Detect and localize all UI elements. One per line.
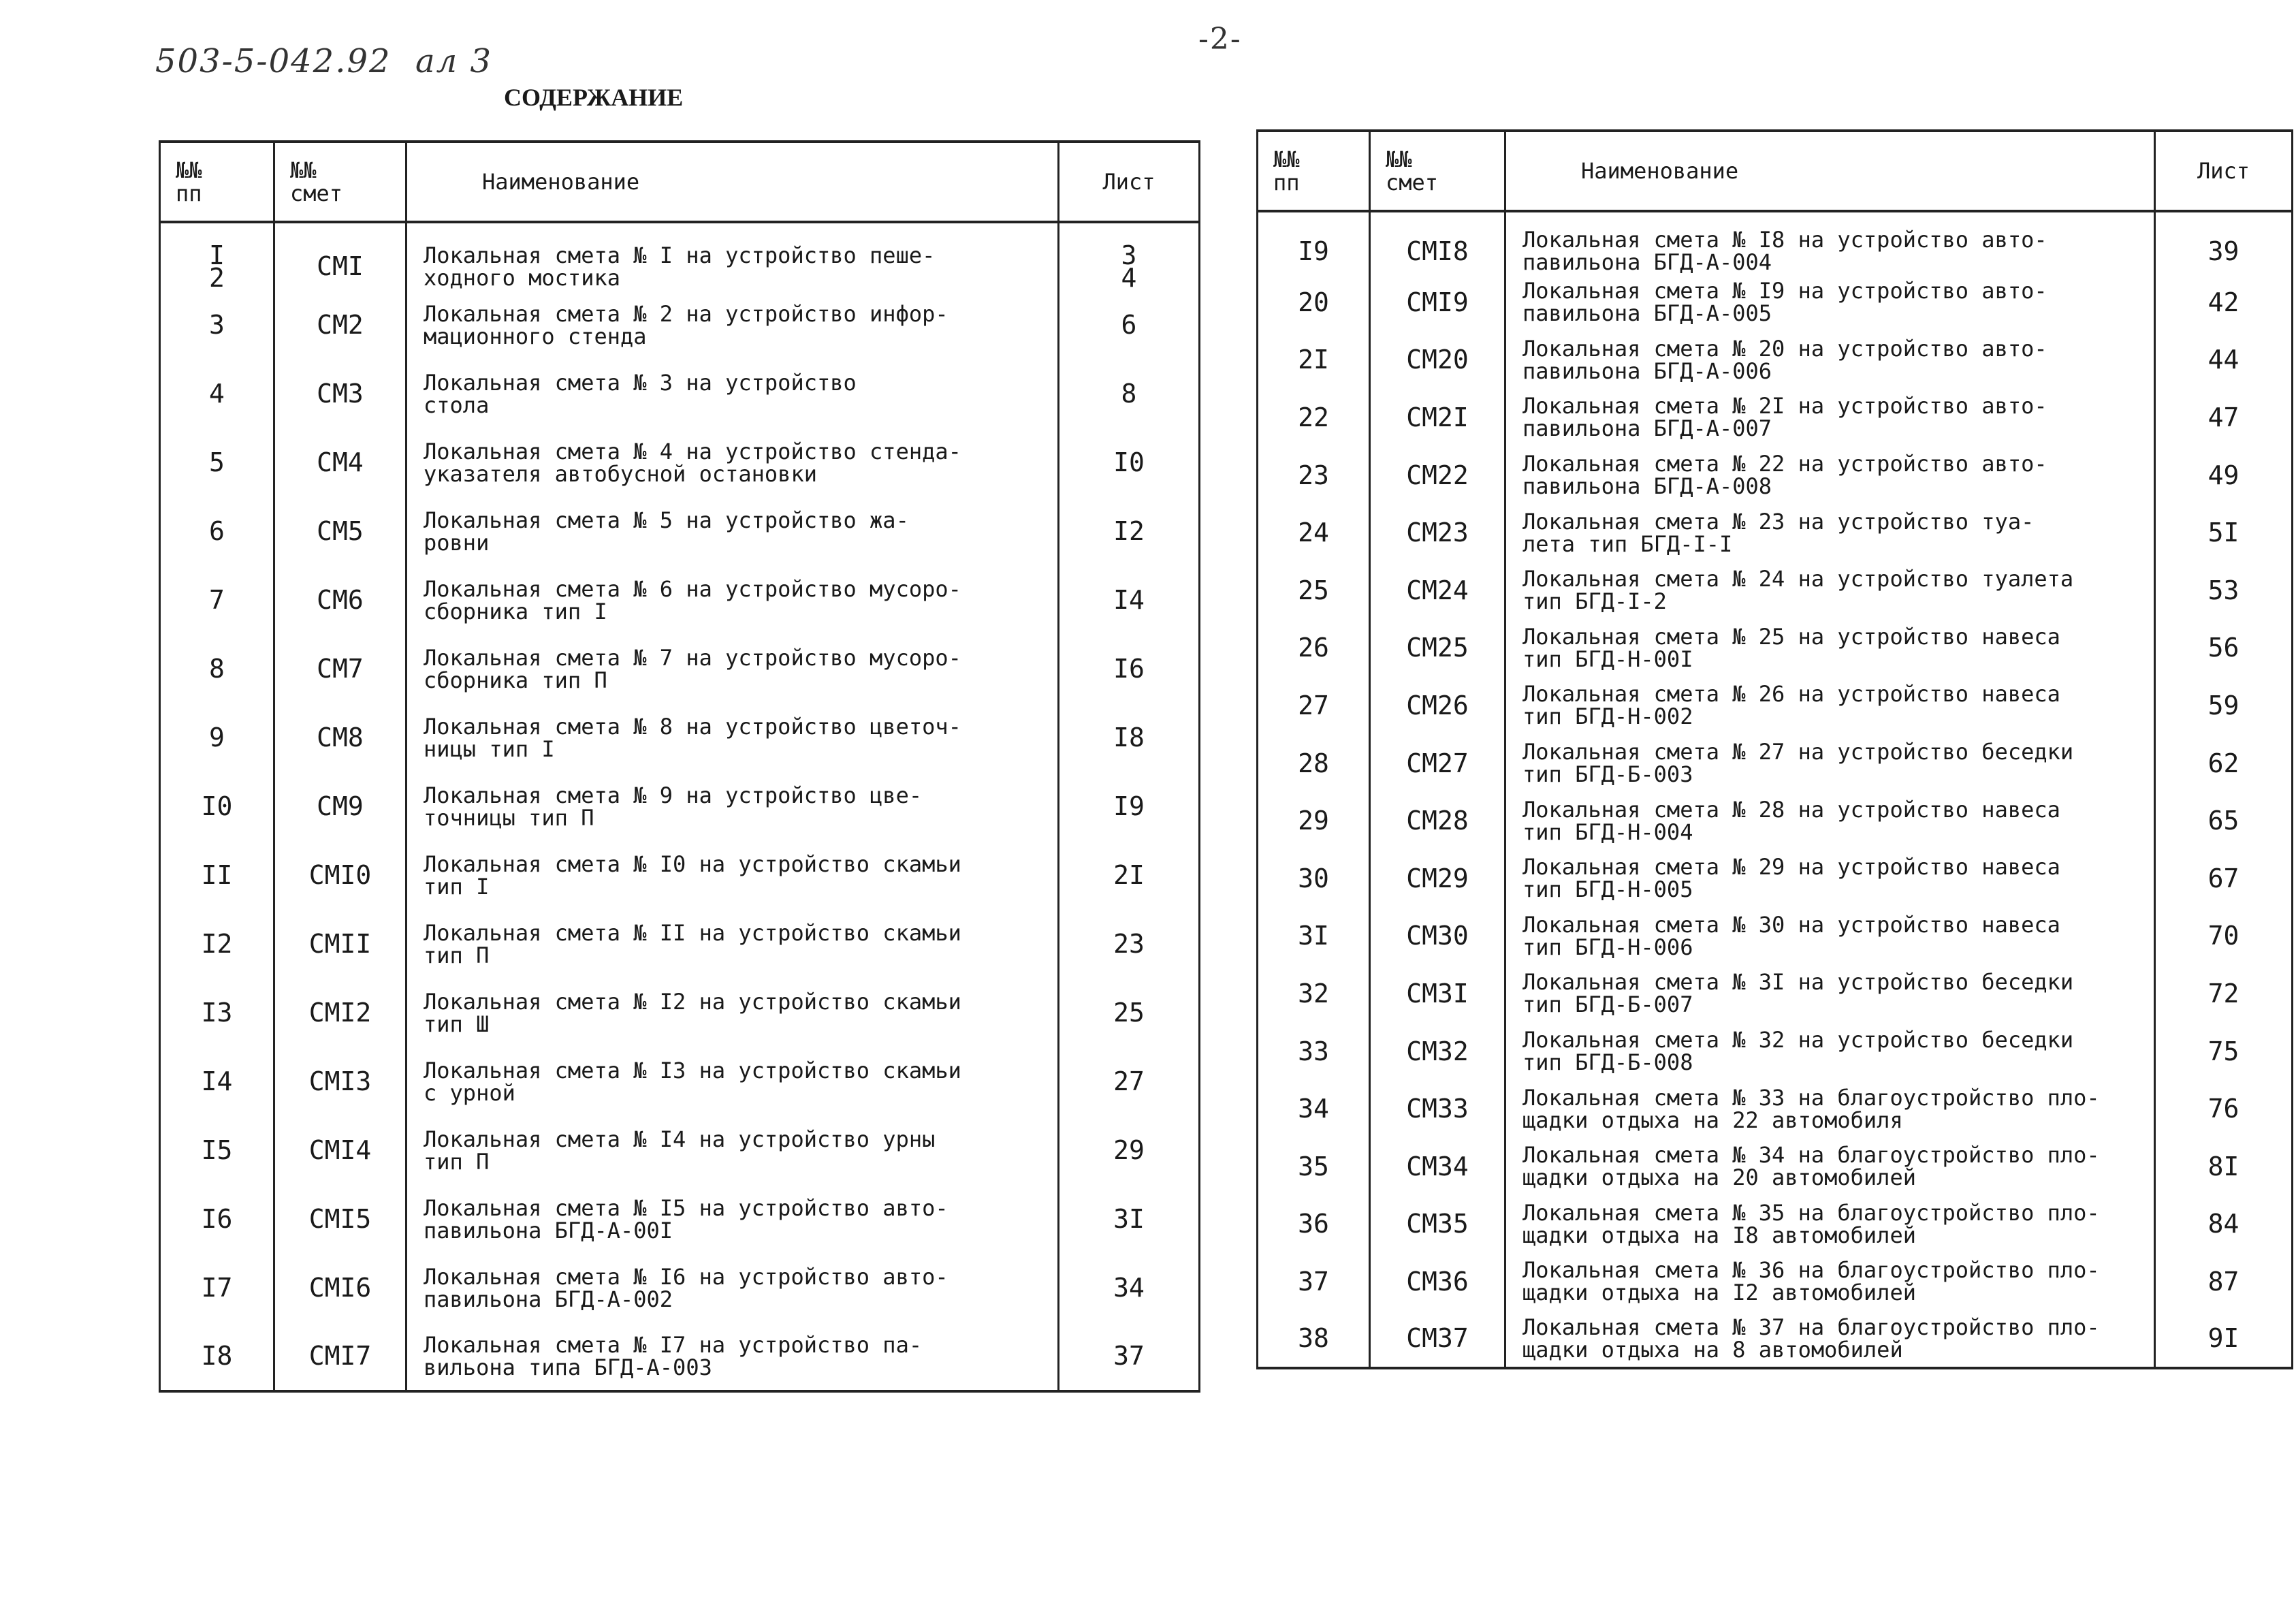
table-row xyxy=(1258,274,2293,332)
item-name: Локальная смета № 27 на устройство беседки тип БГД-Б-003 xyxy=(1505,735,2155,793)
row-number: I 2 xyxy=(160,222,274,291)
item-name: Локальная смета № 30 на устройство навеса тип БГД-Н-006 xyxy=(1505,908,2155,966)
sheet-number: 37 xyxy=(1059,1322,1200,1391)
row-number: 32 xyxy=(1258,965,1370,1023)
sheet-number: 70 xyxy=(2155,908,2293,966)
table-row xyxy=(160,635,1200,703)
item-name: Локальная смета № I2 на устройство скамьи тип Ш xyxy=(406,979,1059,1047)
item-name: Локальная смета № 5 на устройство жа- ровни xyxy=(406,497,1059,566)
sheet-number: 47 xyxy=(2155,389,2293,447)
estimate-code: СМ3 xyxy=(274,360,406,428)
item-name: Локальная смета № 22 на устройство авто- павильона БГД-А-008 xyxy=(1505,447,2155,505)
row-number: I3 xyxy=(160,979,274,1047)
estimate-code: СМ23 xyxy=(1370,504,1505,562)
sheet-number: 84 xyxy=(2155,1196,2293,1254)
column-header-estimate: №№ смет xyxy=(1370,131,1505,211)
estimate-code: СМ2I xyxy=(1370,389,1505,447)
row-number: 22 xyxy=(1258,389,1370,447)
sheet-number: 2I xyxy=(1059,841,1200,910)
sheet-number: 62 xyxy=(2155,735,2293,793)
estimate-code: СМ29 xyxy=(1370,850,1505,908)
sheet-number: I6 xyxy=(1059,635,1200,703)
row-number: 26 xyxy=(1258,620,1370,678)
column-header-estimate: №№ смет xyxy=(274,142,406,222)
item-name: Локальная смета № 6 на устройство мусоро- сборника тип I xyxy=(406,566,1059,635)
column-header-name: Наименование xyxy=(1505,131,2155,211)
column-header-sheet: Лист xyxy=(2155,131,2293,211)
table-row xyxy=(160,291,1200,360)
table-header xyxy=(160,142,1200,222)
row-number: 2I xyxy=(1258,332,1370,390)
item-name: Локальная смета № 2I на устройство авто- павильона БГД-А-007 xyxy=(1505,389,2155,447)
table-row xyxy=(160,910,1200,979)
table-row xyxy=(1258,562,2293,620)
estimate-code: СМI4 xyxy=(274,1116,406,1185)
estimate-code: СМ37 xyxy=(1370,1311,1505,1369)
estimate-code: СМ27 xyxy=(1370,735,1505,793)
row-number: 30 xyxy=(1258,850,1370,908)
table-row xyxy=(1258,332,2293,390)
sheet-number: 76 xyxy=(2155,1080,2293,1138)
estimate-code: СМI3 xyxy=(274,1047,406,1116)
table-row xyxy=(160,566,1200,635)
row-number: I2 xyxy=(160,910,274,979)
row-number: 34 xyxy=(1258,1080,1370,1138)
item-name: Локальная смета № 35 на благоустройство пло- щадки отдыха на I8 автомобилей xyxy=(1505,1196,2155,1254)
page-number: -2- xyxy=(1198,22,1242,57)
sheet-number: 44 xyxy=(2155,332,2293,390)
estimate-code: СМ33 xyxy=(1370,1080,1505,1138)
row-number: 37 xyxy=(1258,1253,1370,1311)
row-number: 35 xyxy=(1258,1138,1370,1196)
estimate-code: СМ5 xyxy=(274,497,406,566)
item-name: Локальная смета № 2 на устройство инфор- мационного стенда xyxy=(406,291,1059,360)
contents-table-right xyxy=(1256,129,2293,1369)
table-row xyxy=(1258,965,2293,1023)
table-row xyxy=(1258,1138,2293,1196)
table-row xyxy=(160,1322,1200,1391)
estimate-code: СМ32 xyxy=(1370,1023,1505,1081)
sheet-number: 27 xyxy=(1059,1047,1200,1116)
row-number: 20 xyxy=(1258,274,1370,332)
table-row xyxy=(1258,447,2293,505)
table-row xyxy=(160,772,1200,841)
item-name: Локальная смета № 7 на устройство мусоро- сборника тип П xyxy=(406,635,1059,703)
item-name: Локальная смета № II на устройство скамьи тип П xyxy=(406,910,1059,979)
item-name: Локальная смета № 28 на устройство навеса тип БГД-Н-004 xyxy=(1505,792,2155,850)
item-name: Локальная смета № 32 на устройство беседки тип БГД-Б-008 xyxy=(1505,1023,2155,1081)
table-row xyxy=(1258,908,2293,966)
row-number: 25 xyxy=(1258,562,1370,620)
item-name: Локальная смета № I8 на устройство авто- павильона БГД-А-004 xyxy=(1505,211,2155,274)
row-number: I7 xyxy=(160,1254,274,1322)
table-row xyxy=(1258,792,2293,850)
item-name: Локальная смета № I6 на устройство авто- павильона БГД-А-002 xyxy=(406,1254,1059,1322)
sheet-number: 6 xyxy=(1059,291,1200,360)
table-row xyxy=(160,1254,1200,1322)
sheet-number: 72 xyxy=(2155,965,2293,1023)
estimate-code: СМ30 xyxy=(1370,908,1505,966)
row-number: 8 xyxy=(160,635,274,703)
sheet-note: ал 3 xyxy=(415,42,492,80)
sheet-number: 3I xyxy=(1059,1185,1200,1254)
row-number: 7 xyxy=(160,566,274,635)
estimate-code: СМ34 xyxy=(1370,1138,1505,1196)
table-row xyxy=(160,222,1200,291)
table-row xyxy=(1258,850,2293,908)
table-row xyxy=(160,1185,1200,1254)
estimate-code: СМI5 xyxy=(274,1185,406,1254)
item-name: Локальная смета № 34 на благоустройство пло- щадки отдыха на 20 автомобилей xyxy=(1505,1138,2155,1196)
row-number: 33 xyxy=(1258,1023,1370,1081)
table-row xyxy=(160,703,1200,772)
row-number: 29 xyxy=(1258,792,1370,850)
item-name: Локальная смета № 33 на благоустройство пло- щадки отдыха на 22 автомобиля xyxy=(1505,1080,2155,1138)
item-name: Локальная смета № 9 на устройство цве- точницы тип П xyxy=(406,772,1059,841)
sheet-number: 42 xyxy=(2155,274,2293,332)
estimate-code: СМI7 xyxy=(274,1322,406,1391)
estimate-code: СМ3I xyxy=(1370,965,1505,1023)
item-name: Локальная смета № 8 на устройство цветоч- ницы тип I xyxy=(406,703,1059,772)
item-name: Локальная смета № I9 на устройство авто- павильона БГД-А-005 xyxy=(1505,274,2155,332)
sheet-number: 34 xyxy=(1059,1254,1200,1322)
table-row xyxy=(160,428,1200,497)
row-number: 38 xyxy=(1258,1311,1370,1369)
column-header-sheet: Лист xyxy=(1059,142,1200,222)
table-row xyxy=(160,979,1200,1047)
row-number: II xyxy=(160,841,274,910)
estimate-code: СМI8 xyxy=(1370,211,1505,274)
row-number: 27 xyxy=(1258,677,1370,735)
sheet-number: 5I xyxy=(2155,504,2293,562)
estimate-code: СМ26 xyxy=(1370,677,1505,735)
sheet-number: I8 xyxy=(1059,703,1200,772)
estimate-code: СМ8 xyxy=(274,703,406,772)
sheet-number: 9I xyxy=(2155,1311,2293,1369)
row-number: 3I xyxy=(1258,908,1370,966)
estimate-code: СМ9 xyxy=(274,772,406,841)
item-name: Локальная смета № 36 на благоустройство пло- щадки отдыха на I2 автомобилей xyxy=(1505,1253,2155,1311)
sheet-number: 29 xyxy=(1059,1116,1200,1185)
estimate-code: СМ22 xyxy=(1370,447,1505,505)
item-name: Локальная смета № 24 на устройство туалета тип БГД-I-2 xyxy=(1505,562,2155,620)
item-name: Локальная смета № 37 на благоустройство пло- щадки отдыха на 8 автомобилей xyxy=(1505,1311,2155,1369)
item-name: Локальная смета № I на устройство пеше- ходного мостика xyxy=(406,222,1059,291)
item-name: Локальная смета № 3I на устройство беседки тип БГД-Б-007 xyxy=(1505,965,2155,1023)
sheet-number: 39 xyxy=(2155,211,2293,274)
table-row xyxy=(1258,1080,2293,1138)
item-name: Локальная смета № I3 на устройство скамьи с урной xyxy=(406,1047,1059,1116)
row-number: 5 xyxy=(160,428,274,497)
sheet-number: 53 xyxy=(2155,562,2293,620)
item-name: Локальная смета № 20 на устройство авто- павильона БГД-А-006 xyxy=(1505,332,2155,390)
estimate-code: СМ20 xyxy=(1370,332,1505,390)
table-row xyxy=(1258,1311,2293,1369)
table-row xyxy=(1258,620,2293,678)
column-header-number: №№ пп xyxy=(1258,131,1370,211)
contents-table-left xyxy=(159,140,1200,1393)
item-name: Локальная смета № 3 на устройство стола xyxy=(406,360,1059,428)
item-name: Локальная смета № I5 на устройство авто- павильона БГД-А-00I xyxy=(406,1185,1059,1254)
sheet-number: 65 xyxy=(2155,792,2293,850)
sheet-number: I2 xyxy=(1059,497,1200,566)
sheet-number: 59 xyxy=(2155,677,2293,735)
table-row xyxy=(160,841,1200,910)
row-number: 9 xyxy=(160,703,274,772)
estimate-code: СМ24 xyxy=(1370,562,1505,620)
estimate-code: СМ7 xyxy=(274,635,406,703)
sheet-number: 87 xyxy=(2155,1253,2293,1311)
table-row xyxy=(1258,504,2293,562)
table-row xyxy=(160,1047,1200,1116)
sheet-number: 25 xyxy=(1059,979,1200,1047)
estimate-code: СМI2 xyxy=(274,979,406,1047)
table-row xyxy=(1258,1253,2293,1311)
sheet-number: 75 xyxy=(2155,1023,2293,1081)
row-number: I0 xyxy=(160,772,274,841)
table-row xyxy=(1258,677,2293,735)
item-name: Локальная смета № I0 на устройство скамьи тип I xyxy=(406,841,1059,910)
estimate-code: СМ4 xyxy=(274,428,406,497)
row-number: 23 xyxy=(1258,447,1370,505)
row-number: I4 xyxy=(160,1047,274,1116)
row-number: I8 xyxy=(160,1322,274,1391)
estimate-code: СМ28 xyxy=(1370,792,1505,850)
sheet-number: I0 xyxy=(1059,428,1200,497)
table-header xyxy=(1258,131,2293,211)
row-number: 28 xyxy=(1258,735,1370,793)
table-row xyxy=(160,360,1200,428)
row-number: 24 xyxy=(1258,504,1370,562)
table-row xyxy=(160,497,1200,566)
sheet-number: 56 xyxy=(2155,620,2293,678)
table-row xyxy=(1258,1196,2293,1254)
row-number: I9 xyxy=(1258,211,1370,274)
item-name: Локальная смета № I7 на устройство па- вильона типа БГД-А-003 xyxy=(406,1322,1059,1391)
page-title: СОДЕРЖАНИЕ xyxy=(504,84,684,111)
estimate-code: СМI9 xyxy=(1370,274,1505,332)
estimate-code: СМ35 xyxy=(1370,1196,1505,1254)
table-row xyxy=(160,1116,1200,1185)
item-name: Локальная смета № 4 на устройство стенда- указателя автобусной остановки xyxy=(406,428,1059,497)
table-row xyxy=(1258,211,2293,274)
row-number: I6 xyxy=(160,1185,274,1254)
sheet-number: 49 xyxy=(2155,447,2293,505)
column-header-number: №№ пп xyxy=(160,142,274,222)
sheet-number: 23 xyxy=(1059,910,1200,979)
row-number: I5 xyxy=(160,1116,274,1185)
row-number: 36 xyxy=(1258,1196,1370,1254)
column-header-name: Наименование xyxy=(406,142,1059,222)
document-code: 503-5-042.92 xyxy=(155,42,392,80)
sheet-number: 8 xyxy=(1059,360,1200,428)
row-number: 4 xyxy=(160,360,274,428)
sheet-number: I4 xyxy=(1059,566,1200,635)
sheet-number: 3 4 xyxy=(1059,222,1200,291)
sheet-number: I9 xyxy=(1059,772,1200,841)
table-row xyxy=(1258,1023,2293,1081)
item-name: Локальная смета № 26 на устройство навеса тип БГД-Н-002 xyxy=(1505,677,2155,735)
row-number: 3 xyxy=(160,291,274,360)
item-name: Локальная смета № 25 на устройство навеса тип БГД-Н-00I xyxy=(1505,620,2155,678)
estimate-code: СМII xyxy=(274,910,406,979)
estimate-code: СМ36 xyxy=(1370,1253,1505,1311)
item-name: Локальная смета № 23 на устройство туа- лета тип БГД-I-I xyxy=(1505,504,2155,562)
estimate-code: СМI0 xyxy=(274,841,406,910)
estimate-code: СМ6 xyxy=(274,566,406,635)
estimate-code: СМ25 xyxy=(1370,620,1505,678)
sheet-number: 8I xyxy=(2155,1138,2293,1196)
row-number: 6 xyxy=(160,497,274,566)
table-row xyxy=(1258,389,2293,447)
estimate-code: СМI6 xyxy=(274,1254,406,1322)
estimate-code: СМ2 xyxy=(274,291,406,360)
table-row xyxy=(1258,735,2293,793)
sheet-number: 67 xyxy=(2155,850,2293,908)
item-name: Локальная смета № I4 на устройство урны тип П xyxy=(406,1116,1059,1185)
item-name: Локальная смета № 29 на устройство навеса тип БГД-Н-005 xyxy=(1505,850,2155,908)
estimate-code: СМI xyxy=(274,222,406,291)
